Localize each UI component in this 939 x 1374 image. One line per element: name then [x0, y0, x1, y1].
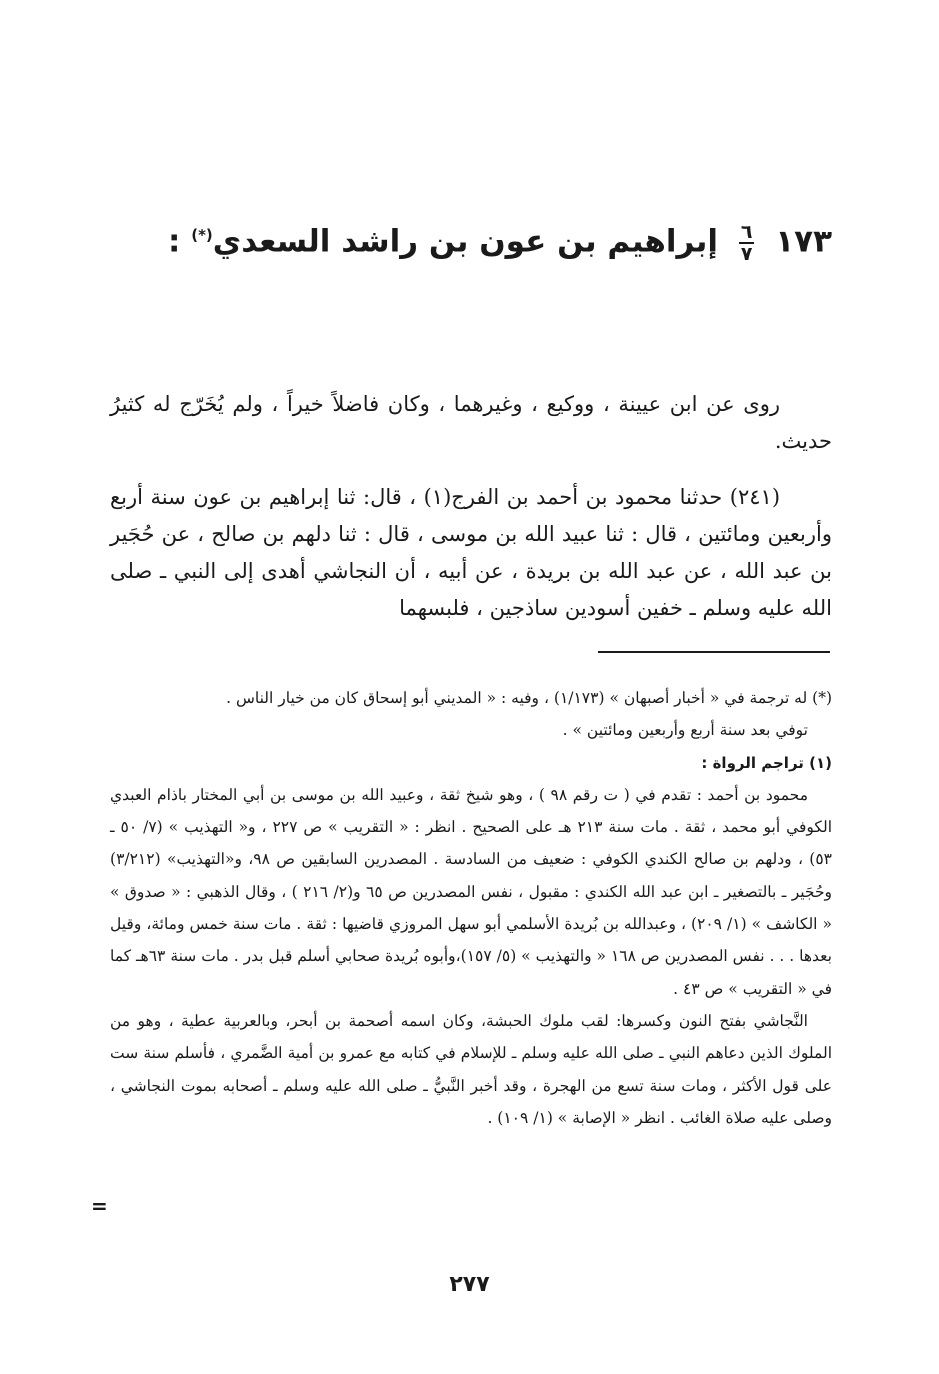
- continuation-mark: =: [91, 1194, 108, 1218]
- footnote-separator: [598, 651, 830, 653]
- narrator-name: إبراهيم بن عون بن راشد السعدي: [212, 223, 719, 260]
- entry-heading: [132, 205, 832, 271]
- footnote-1-narrators: محمود بن أحمد : تقدم في ( ت رقم ٩٨ ) ، وهو شيخ ثقة ، وعبيد الله بن موسى بن أبي المختار باذام العبدي الكوفي أبو محمد ، ثقة . مات سنة ٢١٣ هـ على الصحيح . انظر : « التقريب » ص ٢٢٧ ، و« التهذيب » (٧/ ٥٠ ـ ٥٣) ، ودلهم بن صالح الكندي الكوفي : ضعيف من السادسة . المصدرين السابقين ص ٩٨، و«التهذيب» (٣/٢١٢) وحُجَير ـ بالتصغير ـ ابن عبد الله الكندي : مقبول ، نفس المصدرين ص ٦٥ و(٢/ ٢١٦ ) ، وقال الذهبي : « صدوق » « الكاشف » (١/ ٢٠٩) ، وعبدالله بن بُريدة الأسلمي أبو سهل المروزي قاضيها : ثقة . مات سنة خمس ومائة، وقيل بعدها . . . نفس المصدرين ص ١٦٨ « والتهذيب » (٥/ ١٥٧)،وأبوه بُريدة صحابي أسلم قبل بدر . مات سنة ٦٣هـ كما في « التقريب » ص ٤٣ .: [110, 785, 833, 998]
- hadith-paragraph: (٢٤١) حدثنا محمود بن أحمد بن الفرج(١) ، قال: ثنا إبراهيم بن عون سنة أربع وأربعين ومائتين ، قال : ثنا عبيد الله بن موسى ، قال : ثنا دلهم بن صالح ، عن حُجَير بن عبد الله ، عن عبد الله بن بريدة ، عن أبيه ، أن النجاشي أهدى إلى النبي ـ صلى الله عليه وسلم ـ خفين أسودين ساذجين ، فلبسهما: [110, 485, 832, 620]
- fraction-numerator: ٦: [740, 220, 753, 243]
- footnote-star: [110, 682, 832, 747]
- footnote-1-najashi: النَّجاشي بفتح النون وكسرها: لقب ملوك الحبشة، وكان اسمه أصحمة بن أبحر، وبالعربية عطية ، وهو من الملوك الذين دعاهم النبي ـ صلى الله عليه وسلم ـ للإسلام في كتابه مع عمرو بن أمية الضَّمري ، فأسلم سنة ست على قول الأكثر ، ومات سنة تسع من الهجرة ، وقد أخبر النَّبيُّ ـ صلى الله عليه وسلم ـ أصحابه بموت النجاشي ، وصلى عليه صلاة الغائب . انظر « الإصابة » (١/ ١٠٩) .: [110, 1011, 832, 1127]
- footnote-marker-star: (*): [191, 226, 213, 244]
- biography-paragraph: روى عن ابن عيينة ، ووكيع ، وغيرهما ، وكان فاضلاً خيراً ، ولم يُخَرّج له كثيرُ حديث.: [110, 392, 832, 453]
- entry-number: ١٧٣: [775, 223, 832, 260]
- fraction-denominator: ٧: [740, 242, 753, 265]
- heading-colon: :: [168, 223, 181, 260]
- footnote-star-line1: (*) له ترجمة في « أخبار أصبهان » (١/١٧٣) ، وفيه : « المديني أبو إسحاق كان من خيار الناس .: [226, 689, 832, 707]
- page-number: ٢٧٧: [449, 1272, 490, 1297]
- footnotes: [110, 682, 832, 1134]
- entry-fraction: [739, 222, 755, 264]
- footnote-star-line2: توفي بعد سنة أربع وأربعين ومائتين » .: [562, 721, 808, 740]
- footnote-1-heading: (١) تراجم الرواة :: [701, 753, 832, 772]
